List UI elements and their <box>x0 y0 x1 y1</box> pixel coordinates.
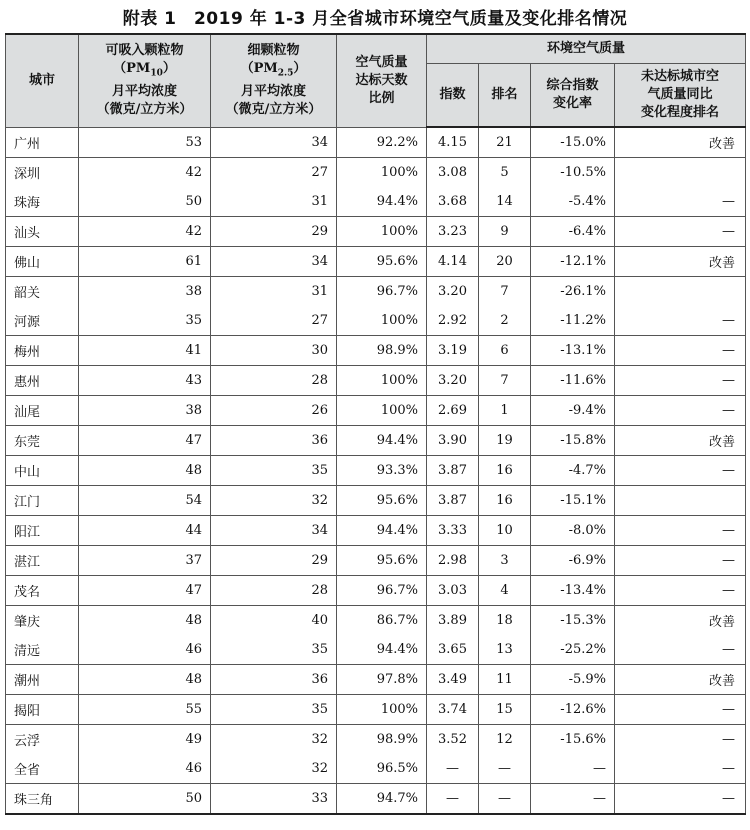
cell-improve: — <box>615 754 746 784</box>
header-improve <box>615 64 746 128</box>
cell-change: -13.1% <box>531 336 615 366</box>
cell-pm25: 32 <box>211 486 337 516</box>
cell-improve: — <box>615 306 746 336</box>
cell-change: -15.6% <box>531 725 615 755</box>
cell-city: 全省 <box>6 754 79 784</box>
cell-ratio: 94.4% <box>337 187 427 217</box>
table-row <box>6 426 746 456</box>
cell-ratio: 100% <box>337 695 427 725</box>
cell-rank: 16 <box>479 486 531 516</box>
cell-city: 韶关 <box>6 277 79 307</box>
header-pm25-pre: （PM <box>240 61 278 77</box>
cell-pm10: 48 <box>79 606 211 636</box>
cell-index: 3.87 <box>427 486 479 516</box>
cell-change: -9.4% <box>531 396 615 426</box>
cell-improve <box>615 486 746 516</box>
table-row <box>6 187 746 217</box>
cell-change: -12.6% <box>531 695 615 725</box>
table-row <box>6 396 746 426</box>
cell-pm10: 41 <box>79 336 211 366</box>
header-pm10-line1: 可吸入颗粒物 <box>105 43 184 59</box>
cell-index: 3.68 <box>427 187 479 217</box>
cell-city: 肇庆 <box>6 606 79 636</box>
cell-index: 2.98 <box>427 546 479 576</box>
cell-rank: 11 <box>479 665 531 695</box>
header-ratio <box>337 34 427 127</box>
cell-change: — <box>531 754 615 784</box>
header-pm10-line2 <box>113 61 176 80</box>
cell-ratio: 100% <box>337 158 427 188</box>
cell-city: 汕尾 <box>6 396 79 426</box>
table-row <box>6 456 746 486</box>
air-quality-table <box>5 33 746 815</box>
cell-city: 清远 <box>6 635 79 665</box>
cell-improve: — <box>615 546 746 576</box>
table-row <box>6 217 746 247</box>
cell-city: 河源 <box>6 306 79 336</box>
table-row <box>6 695 746 725</box>
cell-change: -15.3% <box>531 606 615 636</box>
cell-ratio: 100% <box>337 217 427 247</box>
cell-pm10: 38 <box>79 396 211 426</box>
cell-rank: — <box>479 754 531 784</box>
cell-pm10: 46 <box>79 635 211 665</box>
cell-rank: 12 <box>479 725 531 755</box>
cell-change: -12.1% <box>531 247 615 277</box>
cell-change: -25.2% <box>531 635 615 665</box>
cell-improve: — <box>615 695 746 725</box>
cell-rank: 3 <box>479 546 531 576</box>
header-pm10 <box>79 34 211 127</box>
cell-city: 佛山 <box>6 247 79 277</box>
cell-improve: 改善 <box>615 665 746 695</box>
cell-change: -5.4% <box>531 187 615 217</box>
cell-pm25: 36 <box>211 665 337 695</box>
cell-change: -5.9% <box>531 665 615 695</box>
header-pm25-sub: 2.5 <box>277 69 294 80</box>
cell-ratio: 94.7% <box>337 784 427 815</box>
cell-ratio: 94.4% <box>337 426 427 456</box>
cell-improve: — <box>615 366 746 396</box>
cell-index: — <box>427 784 479 815</box>
cell-index: 4.14 <box>427 247 479 277</box>
cell-ratio: 95.6% <box>337 486 427 516</box>
table-row <box>6 665 746 695</box>
cell-change: -11.2% <box>531 306 615 336</box>
cell-improve: — <box>615 725 746 755</box>
cell-change: -15.0% <box>531 127 615 158</box>
cell-city: 茂名 <box>6 576 79 606</box>
cell-improve: — <box>615 336 746 366</box>
cell-change: -13.4% <box>531 576 615 606</box>
cell-pm10: 38 <box>79 277 211 307</box>
cell-city: 深圳 <box>6 158 79 188</box>
cell-city: 揭阳 <box>6 695 79 725</box>
cell-city: 中山 <box>6 456 79 486</box>
header-city: 城市 <box>6 34 79 127</box>
cell-pm25: 27 <box>211 158 337 188</box>
cell-pm10: 61 <box>79 247 211 277</box>
header-pm10-post: ） <box>162 61 176 77</box>
cell-rank: 13 <box>479 635 531 665</box>
cell-pm10: 37 <box>79 546 211 576</box>
cell-pm10: 46 <box>79 754 211 784</box>
cell-improve <box>615 158 746 188</box>
cell-pm25: 35 <box>211 635 337 665</box>
cell-pm10: 50 <box>79 187 211 217</box>
cell-pm10: 35 <box>79 306 211 336</box>
cell-change: -8.0% <box>531 516 615 546</box>
cell-city: 湛江 <box>6 546 79 576</box>
cell-city: 梅州 <box>6 336 79 366</box>
cell-pm25: 28 <box>211 366 337 396</box>
cell-pm10: 47 <box>79 576 211 606</box>
cell-index: 3.74 <box>427 695 479 725</box>
header-pm25 <box>211 34 337 127</box>
header-change-line1: 综合指数 <box>546 78 599 93</box>
table-row <box>6 486 746 516</box>
cell-city: 广州 <box>6 127 79 158</box>
cell-index: — <box>427 754 479 784</box>
cell-rank: 9 <box>479 217 531 247</box>
header-rank: 排名 <box>479 64 531 128</box>
cell-city: 惠州 <box>6 366 79 396</box>
cell-pm25: 32 <box>211 754 337 784</box>
table-row <box>6 635 746 665</box>
cell-index: 3.49 <box>427 665 479 695</box>
cell-pm25: 26 <box>211 396 337 426</box>
cell-city: 珠三角 <box>6 784 79 815</box>
cell-index: 3.20 <box>427 366 479 396</box>
cell-index: 3.03 <box>427 576 479 606</box>
table-row <box>6 158 746 188</box>
table-row <box>6 306 746 336</box>
cell-ratio: 86.7% <box>337 606 427 636</box>
cell-ratio: 96.7% <box>337 277 427 307</box>
cell-ratio: 98.9% <box>337 336 427 366</box>
header-improve-line1: 未达标城市空 <box>641 69 720 84</box>
header-index: 指数 <box>427 64 479 128</box>
table-header <box>6 34 746 127</box>
cell-pm10: 42 <box>79 158 211 188</box>
cell-improve: — <box>615 576 746 606</box>
table-row <box>6 576 746 606</box>
header-change <box>531 64 615 128</box>
header-pm25-line2 <box>240 61 307 80</box>
cell-ratio: 96.5% <box>337 754 427 784</box>
header-pm10-sub: 10 <box>150 69 163 80</box>
cell-rank: 1 <box>479 396 531 426</box>
cell-pm10: 53 <box>79 127 211 158</box>
cell-rank: 20 <box>479 247 531 277</box>
cell-index: 4.15 <box>427 127 479 158</box>
table-row <box>6 606 746 636</box>
cell-city: 潮州 <box>6 665 79 695</box>
cell-city: 云浮 <box>6 725 79 755</box>
table-row <box>6 366 746 396</box>
cell-improve: — <box>615 217 746 247</box>
cell-index: 3.08 <box>427 158 479 188</box>
cell-improve: — <box>615 187 746 217</box>
cell-pm10: 48 <box>79 665 211 695</box>
cell-index: 3.89 <box>427 606 479 636</box>
cell-rank: 18 <box>479 606 531 636</box>
cell-index: 3.90 <box>427 426 479 456</box>
cell-change: -15.8% <box>531 426 615 456</box>
cell-index: 3.65 <box>427 635 479 665</box>
cell-pm25: 31 <box>211 277 337 307</box>
cell-change: -11.6% <box>531 366 615 396</box>
cell-ratio: 100% <box>337 366 427 396</box>
cell-pm25: 29 <box>211 217 337 247</box>
cell-pm25: 40 <box>211 606 337 636</box>
cell-index: 3.20 <box>427 277 479 307</box>
table-body <box>6 127 746 814</box>
cell-rank: — <box>479 784 531 815</box>
cell-pm10: 55 <box>79 695 211 725</box>
cell-improve: — <box>615 396 746 426</box>
cell-improve: 改善 <box>615 426 746 456</box>
cell-pm10: 44 <box>79 516 211 546</box>
cell-pm25: 35 <box>211 456 337 486</box>
cell-pm25: 33 <box>211 784 337 815</box>
cell-rank: 14 <box>479 187 531 217</box>
cell-pm10: 54 <box>79 486 211 516</box>
cell-pm25: 35 <box>211 695 337 725</box>
cell-pm10: 49 <box>79 725 211 755</box>
cell-index: 2.92 <box>427 306 479 336</box>
cell-ratio: 94.4% <box>337 516 427 546</box>
cell-change: -10.5% <box>531 158 615 188</box>
header-change-line2: 变化率 <box>552 96 592 111</box>
header-ratio-line1: 空气质量 <box>355 54 408 70</box>
cell-rank: 10 <box>479 516 531 546</box>
cell-improve: 改善 <box>615 606 746 636</box>
cell-change: -6.9% <box>531 546 615 576</box>
cell-rank: 4 <box>479 576 531 606</box>
header-env-group: 环境空气质量 <box>427 34 746 64</box>
cell-pm10: 50 <box>79 784 211 815</box>
cell-pm25: 36 <box>211 426 337 456</box>
cell-index: 3.19 <box>427 336 479 366</box>
cell-pm25: 30 <box>211 336 337 366</box>
cell-pm10: 43 <box>79 366 211 396</box>
table-row <box>6 277 746 307</box>
header-pm25-post: ） <box>293 61 307 77</box>
table-row <box>6 754 746 784</box>
cell-change: -4.7% <box>531 456 615 486</box>
cell-improve: — <box>615 784 746 815</box>
header-pm10-pre: （PM <box>113 61 151 77</box>
table-row <box>6 725 746 755</box>
cell-city: 珠海 <box>6 187 79 217</box>
cell-ratio: 94.4% <box>337 635 427 665</box>
cell-pm25: 34 <box>211 127 337 158</box>
header-pm10-line3: 月平均浓度 <box>111 84 177 100</box>
header-pm10-line4: （微克/立方米） <box>96 102 193 118</box>
cell-ratio: 97.8% <box>337 665 427 695</box>
cell-pm25: 31 <box>211 187 337 217</box>
cell-rank: 19 <box>479 426 531 456</box>
cell-pm25: 34 <box>211 247 337 277</box>
cell-change: -26.1% <box>531 277 615 307</box>
cell-city: 江门 <box>6 486 79 516</box>
cell-ratio: 95.6% <box>337 546 427 576</box>
cell-rank: 7 <box>479 277 531 307</box>
table-row <box>6 247 746 277</box>
cell-ratio: 93.3% <box>337 456 427 486</box>
cell-pm10: 48 <box>79 456 211 486</box>
table-row <box>6 784 746 815</box>
table-row <box>6 546 746 576</box>
cell-improve: — <box>615 516 746 546</box>
header-ratio-line2: 达标天数 <box>355 72 408 88</box>
cell-improve <box>615 277 746 307</box>
cell-ratio: 100% <box>337 306 427 336</box>
cell-ratio: 92.2% <box>337 127 427 158</box>
header-pm25-line1: 细颗粒物 <box>247 43 300 59</box>
cell-improve: 改善 <box>615 247 746 277</box>
cell-ratio: 100% <box>337 396 427 426</box>
cell-pm25: 34 <box>211 516 337 546</box>
header-improve-line3: 变化程度排名 <box>641 105 720 120</box>
table-row <box>6 336 746 366</box>
cell-rank: 7 <box>479 366 531 396</box>
header-pm25-line4: （微克/立方米） <box>225 102 322 118</box>
cell-pm25: 32 <box>211 725 337 755</box>
cell-index: 3.23 <box>427 217 479 247</box>
cell-city: 阳江 <box>6 516 79 546</box>
header-ratio-line3: 比例 <box>368 90 395 106</box>
table-row <box>6 516 746 546</box>
cell-city: 东莞 <box>6 426 79 456</box>
cell-pm25: 28 <box>211 576 337 606</box>
cell-ratio: 96.7% <box>337 576 427 606</box>
cell-pm10: 42 <box>79 217 211 247</box>
cell-ratio: 98.9% <box>337 725 427 755</box>
cell-improve: — <box>615 456 746 486</box>
cell-change: -15.1% <box>531 486 615 516</box>
cell-pm10: 47 <box>79 426 211 456</box>
table-title: 附表 1 2019 年 1-3 月全省城市环境空气质量及变化排名情况 <box>122 9 628 29</box>
cell-index: 3.52 <box>427 725 479 755</box>
cell-rank: 21 <box>479 127 531 158</box>
cell-rank: 5 <box>479 158 531 188</box>
cell-change: -6.4% <box>531 217 615 247</box>
table-row <box>6 127 746 158</box>
cell-improve: — <box>615 635 746 665</box>
cell-index: 2.69 <box>427 396 479 426</box>
cell-rank: 2 <box>479 306 531 336</box>
cell-change: — <box>531 784 615 815</box>
cell-city: 汕头 <box>6 217 79 247</box>
cell-index: 3.87 <box>427 456 479 486</box>
cell-pm25: 27 <box>211 306 337 336</box>
cell-rank: 6 <box>479 336 531 366</box>
cell-pm25: 29 <box>211 546 337 576</box>
cell-ratio: 95.6% <box>337 247 427 277</box>
header-pm25-line3: 月平均浓度 <box>240 84 306 100</box>
cell-rank: 15 <box>479 695 531 725</box>
cell-index: 3.33 <box>427 516 479 546</box>
cell-rank: 16 <box>479 456 531 486</box>
header-improve-line2: 气质量同比 <box>647 87 713 102</box>
cell-improve: 改善 <box>615 127 746 158</box>
